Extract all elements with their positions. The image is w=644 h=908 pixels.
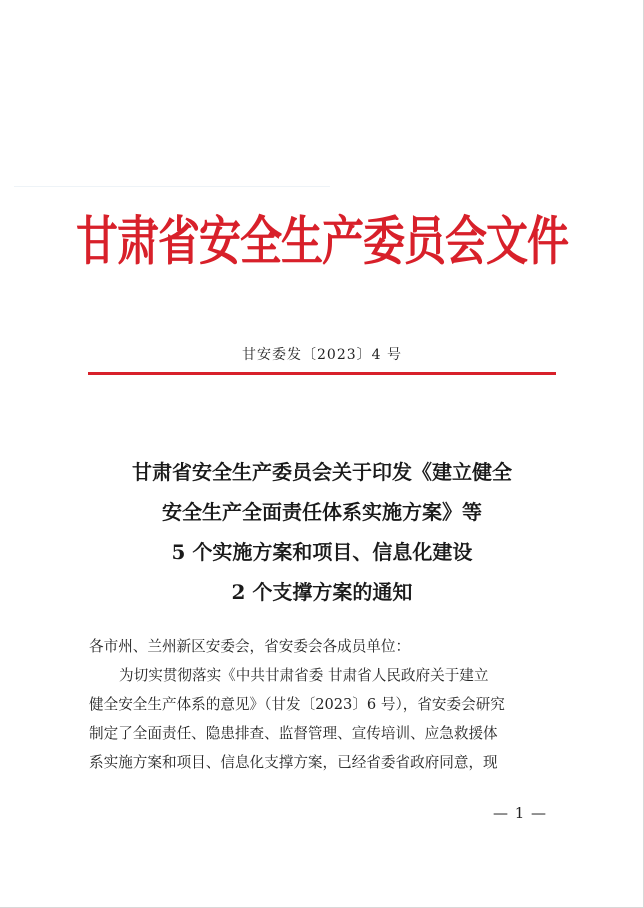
page-number: — 1 — <box>492 804 548 822</box>
document-body <box>89 632 559 777</box>
notice-title <box>0 452 644 612</box>
body-line: 为切实贯彻落实《中共甘肃省委 甘肃省人民政府关于建立 <box>119 667 489 684</box>
notice-title-line: 安全生产全面责任体系实施方案》等 <box>162 500 482 524</box>
notice-title-line: 5 个实施方案和项目、信息化建设 <box>171 540 473 564</box>
notice-title-line: 2 个支撑方案的通知 <box>231 580 413 604</box>
document-header-title: 甘肃省安全生产委员会文件 <box>75 210 568 272</box>
body-line: 健全安全生产体系的意见》（甘发〔2023〕6 号），省安委会研究 <box>89 696 505 713</box>
notice-title-line: 甘肃省安全生产委员会关于印发《建立健全 <box>132 460 512 484</box>
body-line: 系实施方案和项目、信息化支撑方案，已经省委省政府同意，现 <box>89 754 498 771</box>
body-line: 制定了全面责任、隐患排查、监督管理、宣传培训、应急救援体 <box>89 725 498 742</box>
red-separator-line <box>88 372 556 375</box>
document-number: 甘安委发〔2023〕4 号 <box>242 347 402 363</box>
scan-artifact-line <box>14 186 330 187</box>
addressee-line: 各市州、兰州新区安委会，省安委会各成员单位： <box>89 638 411 655</box>
